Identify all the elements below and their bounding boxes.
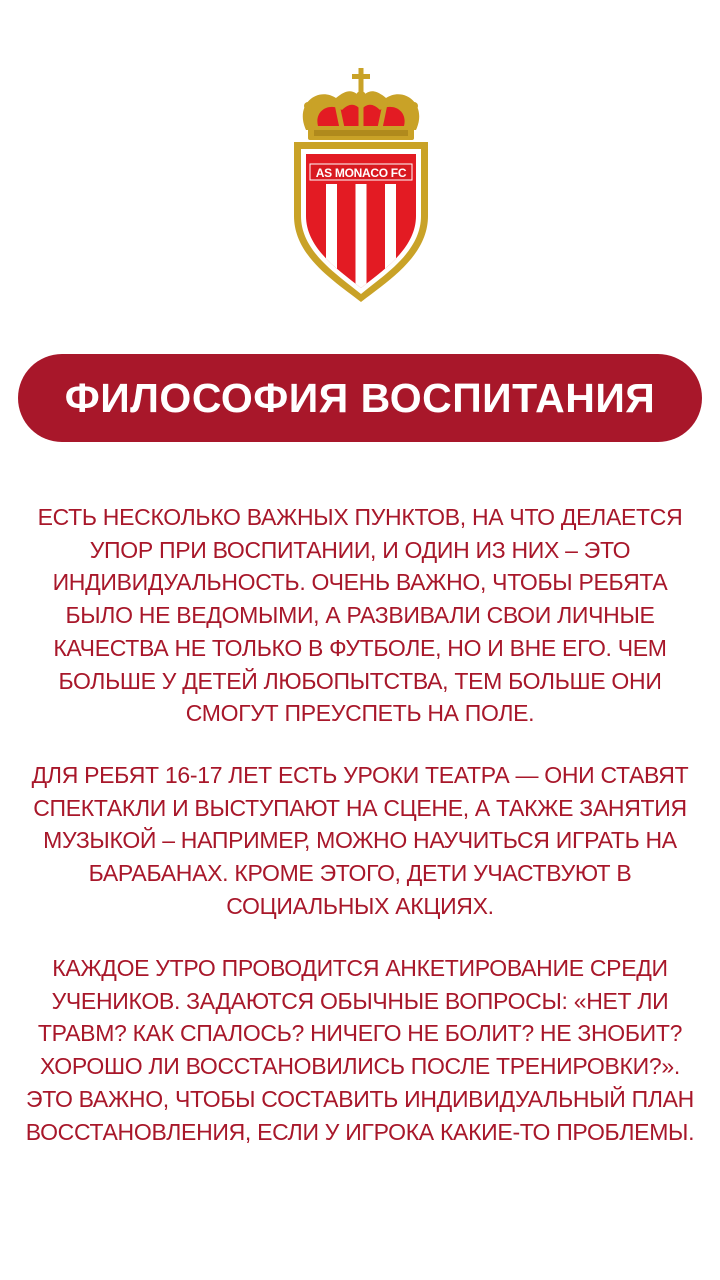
paragraph-activities: ДЛЯ РЕБЯТ 16-17 ЛЕТ ЕСТЬ УРОКИ ТЕАТРА — ОНИ СТАВЯТ СПЕКТАКЛИ И ВЫСТУПАЮТ НА СЦЕНЕ, А ТАКЖЕ ЗАНЯТИЯ МУЗЫКОЙ – НАПРИМЕР, МОЖНО НАУЧИТЬСЯ ИГРАТЬ НА БАРАБАНАХ. КРОМЕ ЭТОГО, ДЕТИ УЧАСТВУЮТ В СОЦИАЛЬНЫХ АКЦИЯХ.: [31, 762, 689, 919]
page-title: ФИЛОСОФИЯ ВОСПИТАНИЯ: [64, 374, 656, 421]
svg-text:AS MONACO FC: AS MONACO FC: [315, 166, 407, 180]
paragraph-morning-survey: КАЖДОЕ УТРО ПРОВОДИТСЯ АНКЕТИРОВАНИЕ СРЕДИ УЧЕНИКОВ. ЗАДАЮТСЯ ОБЫЧНЫЕ ВОПРОСЫ: «НЕТ ЛИ ТРАВМ? КАК СПАЛОСЬ? НИЧЕГО НЕ БОЛИТ? НЕ ЗНОБИТ? ХОРОШО ЛИ ВОССТАНОВИЛИСЬ ПОСЛЕ ТРЕНИРОВКИ?». ЭТО ВАЖНО, ЧТОБЫ СОСТАВИТЬ ИНДИВИДУАЛЬНЫЙ ПЛАН ВОССТАНОВЛЕНИЯ, ЕСЛИ У ИГРОКА КАКИЕ-ТО ПРОБЛЕМЫ.: [25, 955, 695, 1145]
title-banner: [18, 354, 702, 442]
crest-svg: [288, 66, 434, 306]
as-monaco-crest-logo: [288, 66, 434, 306]
paragraph-individuality: ЕСТЬ НЕСКОЛЬКО ВАЖНЫХ ПУНКТОВ, НА ЧТО ДЕЛАЕТСЯ УПОР ПРИ ВОСПИТАНИИ, И ОДИН ИЗ НИХ – ЭТО ИНДИВИДУАЛЬНОСТЬ. ОЧЕНЬ ВАЖНО, ЧТОБЫ РЕБЯТА БЫЛО НЕ ВЕДОМЫМИ, А РАЗВИВАЛИ СВОИ ЛИЧНЫЕ КАЧЕСТВА НЕ ТОЛЬКО В ФУТБОЛЕ, НО И ВНЕ ЕГО. ЧЕМ БОЛЬШЕ У ДЕТЕЙ ЛЮБОПЫТСТВА, ТЕМ БОЛЬШЕ ОНИ СМОГУТ ПРЕУСПЕТЬ НА ПОЛЕ.: [37, 504, 683, 727]
